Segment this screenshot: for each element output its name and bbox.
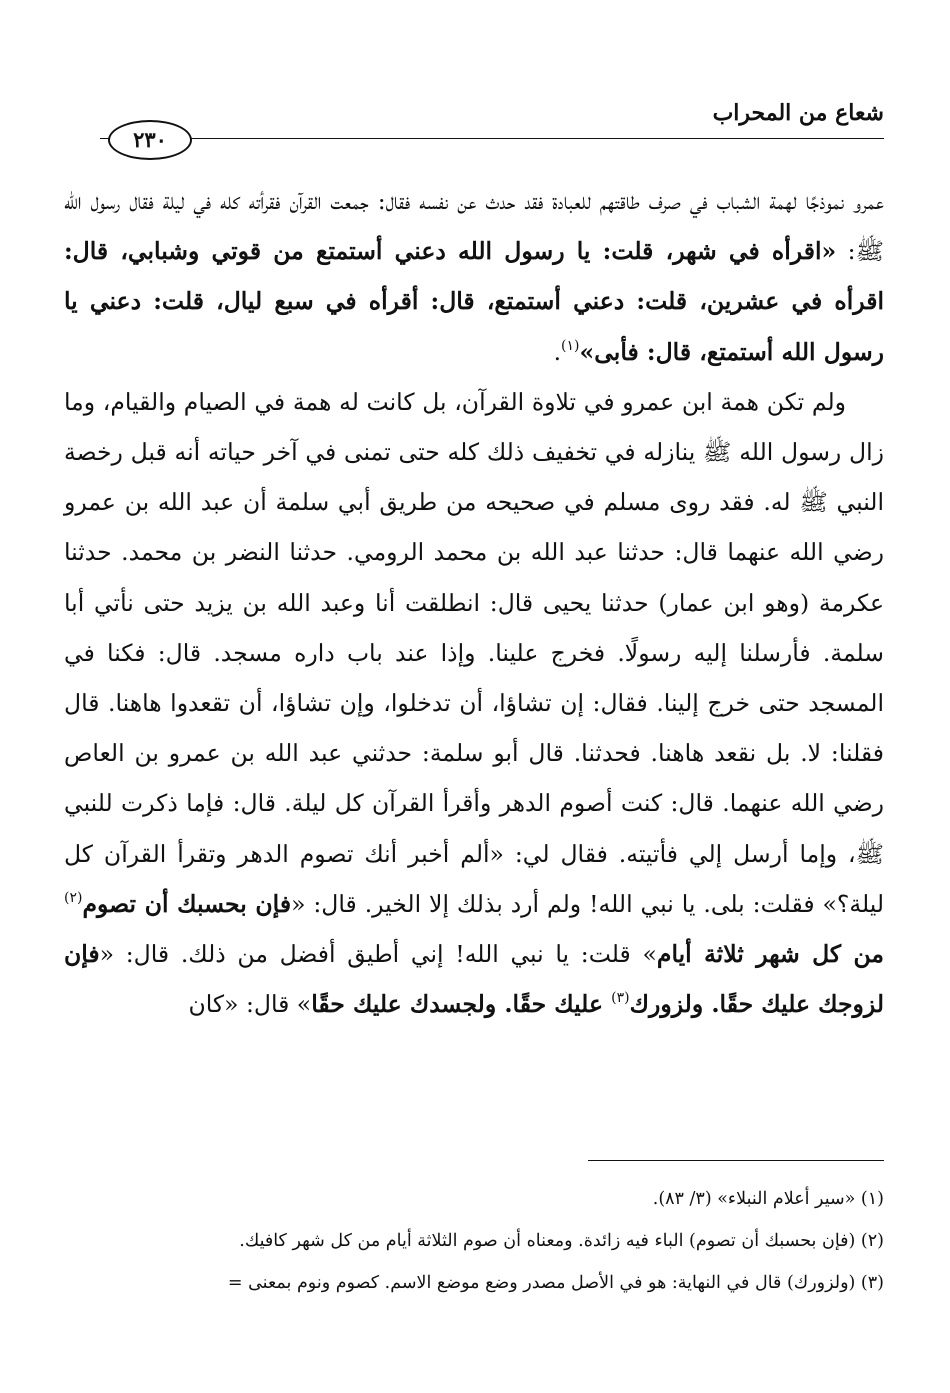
header-rule — [100, 138, 884, 139]
hadith-quote-3a: فإن لزوجك عليك حقًا. ولزورك — [64, 940, 884, 1019]
paragraph-2 — [64, 377, 884, 1030]
footnotes — [64, 1178, 884, 1304]
hadith-quote-2b: من كل شهر ثلاثة أيام — [656, 940, 884, 969]
hadith-quote-1: «اقرأه في شهر، قلت: يا رسول الله دعني أستمتع من قوتي وشبابي، قال: اقرأه في عشرين، قلت: دعني أستمتع، قال: أقرأه في سبع ليال، قلت: دعني يا رسول الله أستمتع، قال: فأبى» — [64, 237, 884, 366]
paragraph-1 — [64, 176, 884, 377]
footnote-3: (٣) (ولزورك) قال في النهاية: هو في الأصل مصدر وضع موضع الاسم. كصوم ونوم بمعنى = — [227, 1273, 884, 1293]
paragraph-2-end: » قال: «كان — [188, 990, 312, 1019]
paragraph-1-text: عمرو نموذجًا لهمة الشباب في صرف طاقتهم للعبادة فقد حدث عن نفسه فقال: جمعت القرآن فقرأته كله في ليلة فقال رسول الله ﷺ: — [64, 187, 884, 266]
paragraph-2-mid: » قلت: يا نبي الله! إني أطيق أفضل من ذلك. قال: « — [99, 940, 657, 969]
footnote-separator — [588, 1160, 884, 1161]
footnote-1: (١) «سير أعلام النبلاء» (٣/ ٨٣). — [652, 1189, 884, 1209]
hadith-quote-2a: فإن بحسبك أن تصوم — [82, 889, 292, 918]
paragraph-2-text: ولم تكن همة ابن عمرو في تلاوة القرآن، بل كانت له همة في الصيام والقيام، وما زال رسول الله ﷺ ينازله في تخفيف ذلك كله حتى تمنى في آخر حياته أنه قبل رخصة النبي ﷺ له. فقد روى مسلم في صحيحه من طريق أبي سلمة أن عبد الله بن عمرو رضي الله عنهما قال: حدثنا عبد الله بن محمد الرومي. حدثنا النضر بن محمد. حدثنا عكرمة (وهو ابن عمار) حدثنا يحيى قال: انطلقت أنا وعبد الله بن يزيد حتى نأتي أبا سلمة. فأرسلنا إليه رسولًا. فخرج علينا. وإذا عند باب داره مسجد. قال: فكنا في المسجد حتى خرج إلينا. فقال: إن تشاؤا، أن تدخلوا، وإن تشاؤا، أن تقعدوا هاهنا. قال فقلنا: لا. بل نقعد هاهنا. فحدثنا. قال أبو سلمة: حدثني عبد الله بن عمرو بن العاص رضي الله عنهما. قال: كنت أصوم الدهر وأقرأ القرآن كل ليلة. قال: فإما ذكرت للنبي ﷺ، وإما أرسل إلي فأتيته. فقال لي: «ألم أخبر أنك تصوم الدهر وتقرأ القرآن كل ليلة؟» فقلت: بلى. يا نبي الله! ولم أرد بذلك إلا الخير. قال: « — [64, 387, 884, 918]
footnote-ref-3: (٣) — [611, 990, 630, 1007]
hadith-quote-3b: عليك حقًا. ولجسدك عليك حقًا — [311, 990, 612, 1019]
running-header-title: شعاع من المحراب — [712, 100, 884, 126]
footnote-ref-2: (٢) — [64, 889, 83, 906]
paragraph-1-end: . — [553, 337, 562, 366]
main-text — [64, 176, 884, 1029]
footnote-2: (٢) (فإن بحسبك أن تصوم) الباء فيه زائدة. ومعناه أن صوم الثلاثة أيام من كل شهر كافيك. — [239, 1231, 884, 1251]
page-number: ٢٣٠ — [108, 120, 192, 160]
footnote-ref-1: (١) — [561, 337, 580, 354]
